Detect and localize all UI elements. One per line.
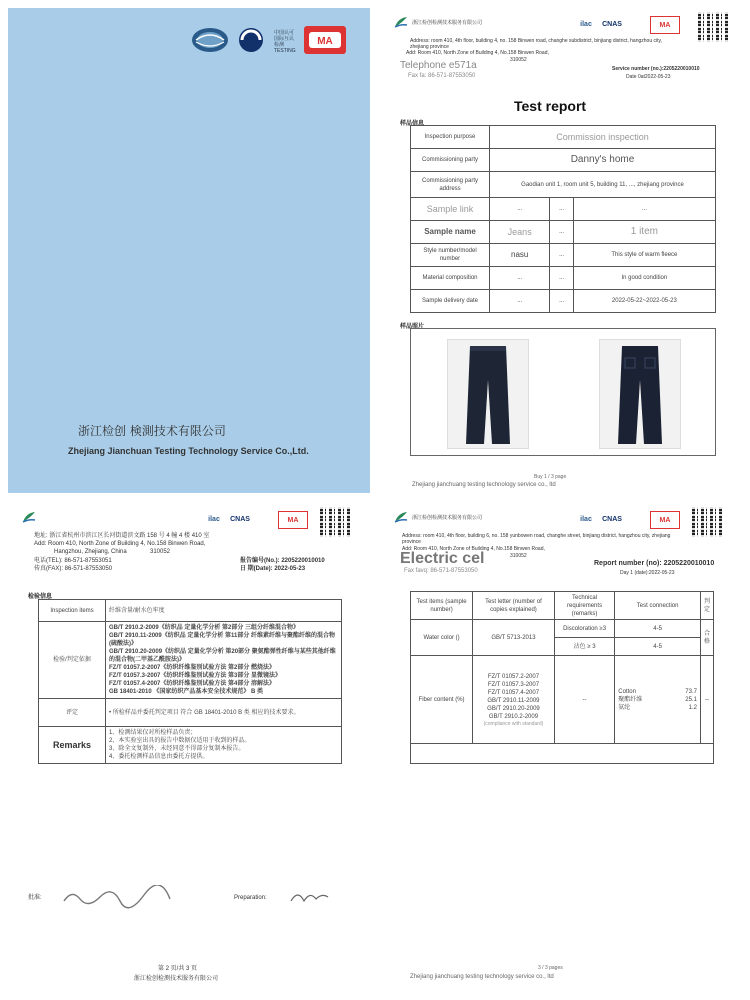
accreditation-text: 中国认可 国际互认 检测 TESTING <box>274 30 296 54</box>
fiber-value: 25.1 <box>685 696 697 703</box>
water-req-2: 沾色 ≥ 3 <box>554 638 614 656</box>
remarks-label: Remarks <box>39 727 106 764</box>
col-header: Test letter (number of copies explained) <box>473 592 555 620</box>
row-value: Gaodian unit 1, room unit 5, building 11, ..., zhejiang province <box>490 172 716 198</box>
company-logo-icon <box>22 511 36 523</box>
fiber-standards <box>473 656 555 744</box>
postcode: 310052 <box>510 57 527 63</box>
row-cell: This style of warm fleece <box>573 244 715 267</box>
address-line: Add: Room 410, North Zone of Building 4, No.158 Binwen Road, <box>402 546 545 552</box>
service-number: Service number (no.):2205220010010 <box>612 66 700 72</box>
fiber-std: GB/T 2910.20-2009 <box>487 705 540 712</box>
remark-item: 4、委托检测样品信息由委托方提供。 <box>109 754 209 760</box>
telephone: Telephone e571a <box>400 60 477 71</box>
standards-list <box>106 622 342 699</box>
footer-company: 浙江检创检测技术服务有限公司 <box>134 976 219 982</box>
svg-text:MA: MA <box>317 36 333 47</box>
standard-item: GB/T 2910.11-2009《纺织品 定量化学分析 第11部分 纤维素纤维与聚酯纤维的混合物(硫酸法)》 <box>109 633 336 647</box>
row-label: Commissioning party <box>411 149 490 172</box>
report-title: Test report <box>514 98 587 114</box>
qr-code-icon <box>692 507 722 537</box>
water-judge: 合格 <box>700 620 713 656</box>
cover-page <box>8 8 370 493</box>
standard-item: FZ/T 01057.2-2007《纺织纤维鉴别试验方法 第2部分 燃烧法》 <box>109 665 276 671</box>
row-cell: ... <box>490 198 550 221</box>
cnas-badge <box>232 26 270 54</box>
row-value: Commission inspection <box>490 126 716 149</box>
approval-signature <box>60 885 180 909</box>
fiber-row <box>618 704 697 712</box>
row-cell: In good condition <box>573 267 715 290</box>
ilac-icon: ilac <box>580 515 592 523</box>
report-date: Day 1 (date):2022-05-23 <box>620 570 675 576</box>
page-number: 第 2 页/共 3 页 <box>158 966 198 972</box>
address-cn: 地址: 浙江省杭州市滨江区长河街道滨文路 158 号 4 幢 4 楼 410 室 <box>34 533 210 539</box>
row-label: Commissioning party address <box>411 172 490 198</box>
row-cell: ... <box>550 198 573 221</box>
water-req-1: Discoloration ≥3 <box>554 620 614 638</box>
sample-photo-heading: 样品照片 <box>400 324 425 330</box>
cnas-icon: CNAS <box>602 515 622 523</box>
fiber-judge: -- <box>700 656 713 744</box>
fiber-std: FZ/T 01057.2-2007 <box>487 673 540 680</box>
org-name: 浙江检创检测技术服务有限公司 <box>412 515 483 521</box>
company-name-cn: 浙江检创 検測技术有限公司 <box>78 424 226 438</box>
address-line-1: Add: Room 410, North Zone of Building 4, No.158 Binwen Road, <box>34 541 206 547</box>
address-line: Add: Room 410, North Zone of Building 4, No.158 Binwen Road, <box>406 50 549 56</box>
ilac-icon: ilac <box>580 20 592 28</box>
row-label: Sample link <box>411 198 490 221</box>
col-header: Test items (sample number) <box>411 592 473 620</box>
inspection-table <box>38 599 342 764</box>
fiber-row <box>618 688 697 696</box>
standard-item: GB 18401-2010 《国家纺织产品基本安全技术规范》 B 类 <box>109 689 264 695</box>
remark-item: 2、本实验室出具的报告中数据仅适用于收到的样品。 <box>109 738 251 744</box>
cma-icon: MA <box>650 511 680 529</box>
footer-company: Zhejiang jianchuang testing technology service co., ltd <box>410 974 554 980</box>
cma-icon: MA <box>650 16 680 34</box>
fiber-note: (compliance with standard) <box>483 720 544 727</box>
row-label: Sample name <box>411 221 490 244</box>
evaluation-value: • 所检样品并委托判定项目 符合 GB 18401-2010 B 类 相应的技术要求。 <box>106 699 342 727</box>
cnas-icon: CNAS <box>230 515 250 523</box>
standard-item: GB/T 2910.20-2009《纺织品 定量化学分析 第20部分 聚氨酯弹性纤维与某些其他纤维的混合物(二甲基乙酰胺法)》 <box>109 649 336 663</box>
ilac-icon: ilac <box>208 515 220 523</box>
remark-item: 1、检测结果仅对所检样品负责； <box>109 730 197 736</box>
row-label: Sample delivery date <box>411 290 490 313</box>
postcode: 310052 <box>510 553 527 559</box>
row-cell: ... <box>573 198 715 221</box>
standard-item: GB/T 2910.2-2009《纺织品 定量化学分析 第2部分 三组分纤维混合物》 <box>109 625 300 631</box>
row-cell: Jeans <box>490 221 550 244</box>
test-report-page-2 <box>8 503 370 993</box>
fiber-name: 氨纶 <box>618 704 631 711</box>
row-cell: 2022-05-22~2022-05-23 <box>573 290 715 313</box>
col-header: 判定 <box>700 592 713 620</box>
remark-item: 3、除全文复制外，未经同意不得部分复制本报告。 <box>109 746 245 752</box>
telephone: 电话(TEL): 86-571-87553051 <box>34 558 112 564</box>
fiber-label: Fiber content (%) <box>411 656 473 744</box>
jeans-photo-back <box>599 339 681 449</box>
sample-info-heading: 样品信息 <box>400 121 425 127</box>
sample-info-table <box>410 125 716 313</box>
standard-item: FZ/T 01057.4-2007《纺织纤维鉴别试验方法 第4部分 溶解法》 <box>109 681 276 687</box>
row-cell: ... <box>490 267 550 290</box>
qr-code-icon <box>698 12 728 42</box>
cnas-icon: CNAS <box>602 20 622 28</box>
preparation-signature <box>288 887 332 907</box>
items-value: 纤维含量/耐水色牢度 <box>106 600 342 622</box>
row-cell: ... <box>490 290 550 313</box>
row-cell: nasu <box>490 244 550 267</box>
row-label: Style number/model number <box>411 244 490 267</box>
postcode: 310052 <box>150 549 171 555</box>
basis-label: 检验/判定依据 <box>39 622 106 699</box>
report-date: Date 0at2022-05-23 <box>626 74 671 80</box>
test-report-page-1 <box>380 8 742 493</box>
photo-frame <box>410 328 716 456</box>
big-title: Electric cel <box>400 550 485 567</box>
report-date: 日 期(Date): 2022-05-23 <box>240 566 306 572</box>
water-label: Water color () <box>411 620 473 656</box>
items-label: Inspection items <box>39 600 106 622</box>
row-label: Inspection purpose <box>411 126 490 149</box>
row-label: Material composition <box>411 267 490 290</box>
org-name: 浙江检创检测技术服务有限公司 <box>412 20 483 26</box>
row-cell: 1 item <box>573 221 715 244</box>
report-number: Report number (no): 2205220010010 <box>594 560 715 567</box>
fiber-std: GB/T 2910.11-2009 <box>487 697 540 704</box>
cma-badge <box>304 26 346 54</box>
evaluation-label: 评定 <box>39 699 106 727</box>
address-en: Address: room 410, 4th floor, building 6, no. 158 yunbowen road, changhe street, binjiang district, hangzhou city, zhejiang province <box>402 533 671 545</box>
fiber-std: FZ/T 01057.4-2007 <box>487 689 540 696</box>
water-standard: GB/T 5713-2013 <box>473 620 555 656</box>
row-cell: ... <box>550 221 573 244</box>
water-val-2: 4-5 <box>615 638 701 656</box>
fax: 传真(FAX): 86-571-87553050 <box>34 566 113 572</box>
cma-icon: MA <box>278 511 308 529</box>
col-header: Technical requirements (remarks) <box>554 592 614 620</box>
page-number: Buy 1 / 3 page <box>534 474 567 480</box>
jeans-photo-front <box>447 339 529 449</box>
footer-company: Zhejiang jianchuang testing technology service co., ltd <box>412 482 556 488</box>
fiber-name: Cotton <box>618 688 636 695</box>
fax: Fax fa: 86-571-87553050 <box>408 73 476 79</box>
fiber-name: 聚酯纤维 <box>618 696 643 703</box>
report-number: 报告编号(No.): 2205220010010 <box>240 558 325 564</box>
qr-code-icon <box>320 507 350 537</box>
fiber-value: 73.7 <box>685 688 697 695</box>
fiber-std: FZ/T 01057.3-2007 <box>487 681 540 688</box>
approval-label: 批准: <box>28 895 42 901</box>
row-cell: ... <box>550 267 573 290</box>
address-en: Address: room 410, 4th floor, building 4, no. 158 Binwen road, changhe subdistrict, binjiang district, hangzhou city, zhejiang province <box>410 38 663 50</box>
fiber-value: 1.2 <box>688 704 697 711</box>
row-cell: ... <box>550 244 573 267</box>
company-logo-icon <box>394 16 408 28</box>
standard-item: FZ/T 01057.3-2007《纺织纤维鉴别试验方法 第3部分 显微镜法》 <box>109 673 282 679</box>
row-value: Danny's home <box>490 149 716 172</box>
fiber-std: GB/T 2910.2-2009 <box>488 713 539 720</box>
water-val-1: 4-5 <box>615 620 701 638</box>
row-cell: ... <box>550 290 573 313</box>
page-number: 3 / 3 pages <box>538 965 563 971</box>
inspection-info-heading: 检验信息 <box>28 594 53 600</box>
address-line-2: Hangzhou, Zhejiang, China <box>54 549 127 555</box>
preparation-label: Preparation: <box>234 895 267 901</box>
remarks-list <box>106 727 342 764</box>
col-header: Test connection <box>615 592 701 620</box>
fax: Fax favq: 86-571-87553050 <box>404 568 478 574</box>
company-name-en: Zhejiang Jianchuan Testing Technology Service Co.,Ltd. <box>68 446 309 456</box>
blank-row <box>411 744 714 764</box>
fiber-row <box>618 696 697 704</box>
ilac-mra-badge <box>190 26 230 54</box>
company-logo-icon <box>394 511 408 523</box>
fiber-results <box>615 656 701 744</box>
fiber-req: -- <box>554 656 614 744</box>
test-report-page-3 <box>380 503 742 993</box>
results-table <box>410 591 714 764</box>
